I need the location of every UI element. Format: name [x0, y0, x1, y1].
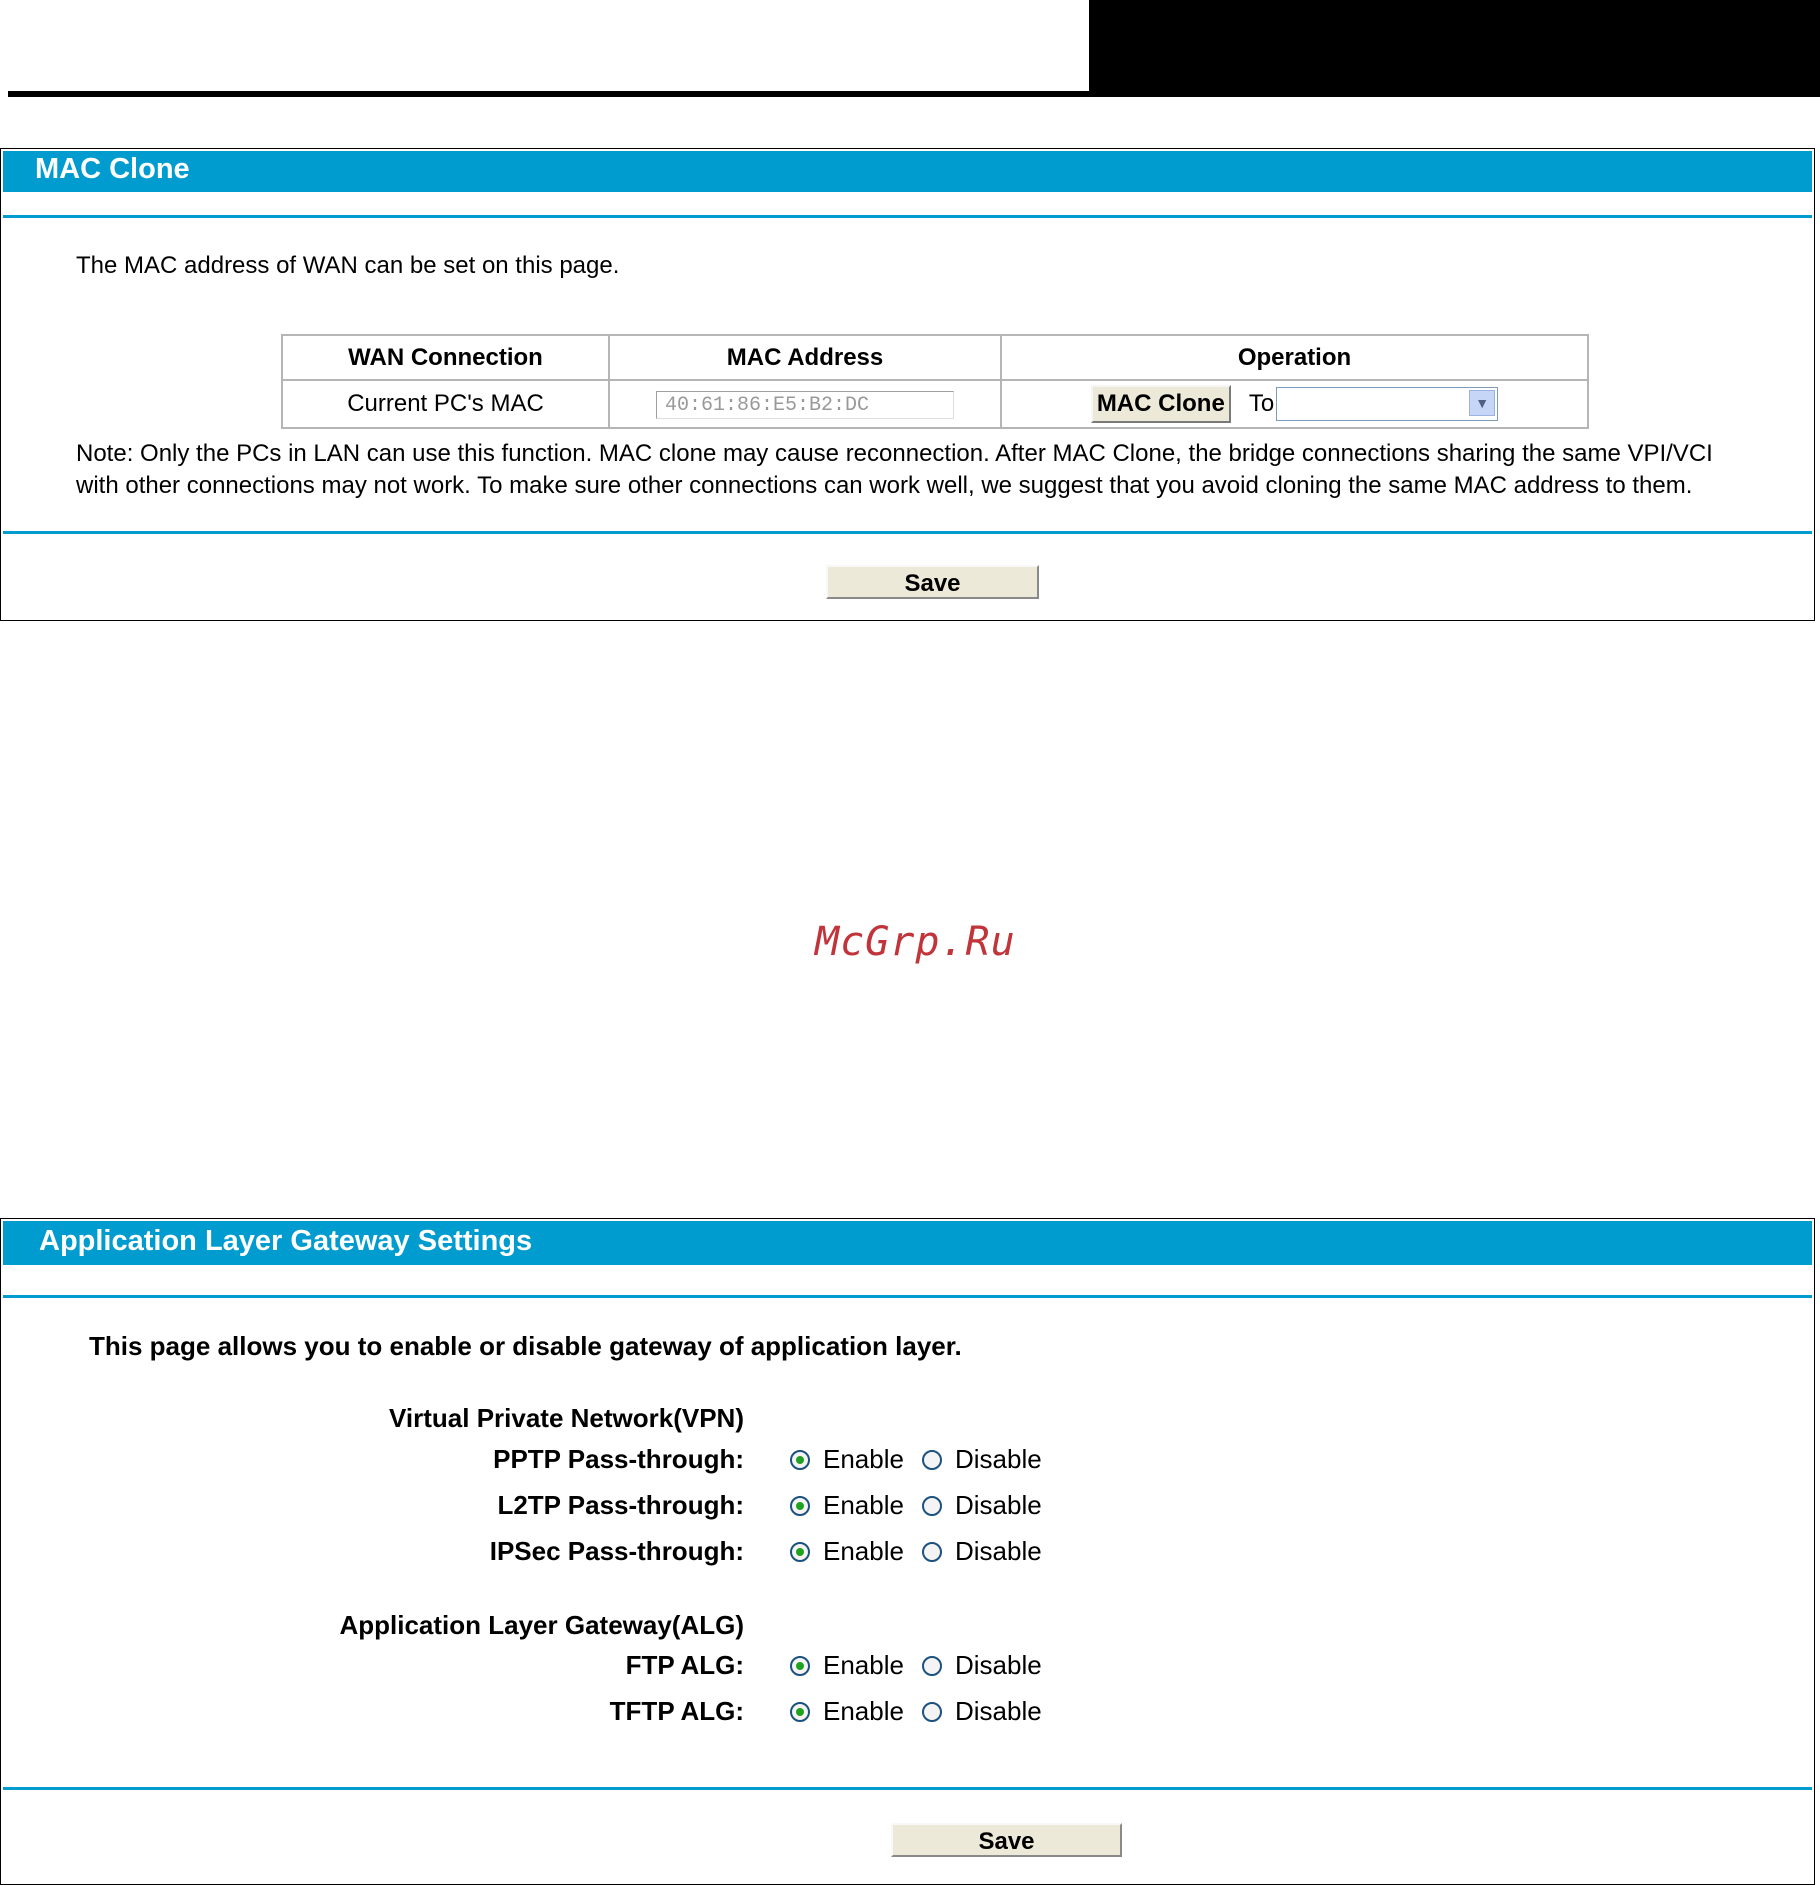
- mac-address-input[interactable]: 40:61:86:E5:B2:DC: [656, 391, 954, 419]
- alg-header-line: [3, 1295, 1812, 1298]
- l2tp-enable-radio[interactable]: [790, 1496, 810, 1516]
- mac-clone-header: [3, 151, 1812, 192]
- l2tp-disable-label[interactable]: Disable: [954, 1490, 1042, 1520]
- l2tp-label: L2TP Pass-through:: [497, 1490, 744, 1520]
- ipsec-enable-radio[interactable]: [790, 1542, 810, 1562]
- mac-clone-note-line1: Note: Only the PCs in LAN can use this function. MAC clone may cause reconnection. After MAC Clone, the bridge connections sharing the same VPI/VCI: [76, 440, 1713, 467]
- mac-clone-panel: [0, 148, 1815, 621]
- top-black-block: [1089, 0, 1820, 97]
- mac-clone-button[interactable]: MAC Clone: [1091, 385, 1231, 423]
- mac-address-cell: [609, 380, 1001, 428]
- ipsec-label: IPSec Pass-through:: [489, 1536, 744, 1566]
- col-operation: Operation: [1001, 335, 1588, 380]
- alg-save-button[interactable]: Save: [891, 1823, 1122, 1857]
- pptp-radio-group: [790, 1444, 1060, 1475]
- alg-header: [3, 1221, 1812, 1265]
- top-rule: [8, 91, 1090, 97]
- ipsec-enable-label[interactable]: Enable: [823, 1536, 904, 1566]
- tftp-enable-label[interactable]: Enable: [823, 1696, 904, 1726]
- l2tp-enable-label[interactable]: Enable: [823, 1490, 904, 1520]
- tftp-alg-label: TFTP ALG:: [609, 1696, 744, 1726]
- ipsec-disable-radio[interactable]: [922, 1542, 942, 1562]
- alg-title: Application Layer Gateway Settings: [39, 1225, 533, 1257]
- col-wan-connection: WAN Connection: [282, 335, 609, 380]
- tftp-disable-radio[interactable]: [922, 1702, 942, 1722]
- table-row: [282, 380, 1588, 428]
- alg-section-label: Application Layer Gateway(ALG): [339, 1610, 744, 1640]
- alg-panel: [0, 1218, 1815, 1885]
- chevron-down-icon[interactable]: ▼: [1469, 390, 1495, 416]
- ipsec-disable-label[interactable]: Disable: [954, 1536, 1042, 1566]
- l2tp-disable-radio[interactable]: [922, 1496, 942, 1516]
- l2tp-radio-group: [790, 1490, 1060, 1521]
- operation-cell: [1001, 380, 1588, 428]
- tftp-alg-radio-group: [790, 1696, 1060, 1727]
- col-mac-address: MAC Address: [609, 335, 1001, 380]
- ftp-alg-radio-group: [790, 1650, 1060, 1681]
- pptp-disable-radio[interactable]: [922, 1450, 942, 1470]
- mac-clone-save-button[interactable]: Save: [826, 565, 1039, 599]
- to-label: To: [1248, 390, 1275, 417]
- to-select[interactable]: [1276, 387, 1498, 421]
- mac-clone-footer-line: [3, 531, 1812, 534]
- mac-clone-title: MAC Clone: [35, 153, 190, 185]
- current-pc-mac-label: Current PC's MAC: [282, 380, 609, 428]
- pptp-enable-label[interactable]: Enable: [823, 1444, 904, 1474]
- watermark-text: McGrp.Ru: [815, 919, 1016, 965]
- tftp-disable-label[interactable]: Disable: [954, 1696, 1042, 1726]
- mac-clone-table: [281, 334, 1589, 429]
- mac-clone-header-line: [3, 215, 1812, 218]
- tftp-enable-radio[interactable]: [790, 1702, 810, 1722]
- ipsec-radio-group: [790, 1536, 1060, 1567]
- alg-description: This page allows you to enable or disable gateway of application layer.: [89, 1331, 962, 1361]
- ftp-enable-label[interactable]: Enable: [823, 1650, 904, 1680]
- ftp-enable-radio[interactable]: [790, 1656, 810, 1676]
- pptp-disable-label[interactable]: Disable: [954, 1444, 1042, 1474]
- pptp-enable-radio[interactable]: [790, 1450, 810, 1470]
- alg-footer-line: [3, 1787, 1812, 1790]
- table-header-row: [282, 335, 1588, 380]
- mac-clone-description: The MAC address of WAN can be set on this page.: [76, 252, 620, 279]
- ftp-alg-label: FTP ALG:: [625, 1650, 744, 1680]
- ftp-disable-radio[interactable]: [922, 1656, 942, 1676]
- vpn-section-label: Virtual Private Network(VPN): [389, 1403, 744, 1433]
- mac-clone-note-line2: with other connections may not work. To make sure other connections can work well, we suggest that you avoid cloning the same MAC address to them.: [76, 472, 1693, 499]
- pptp-label: PPTP Pass-through:: [493, 1444, 744, 1474]
- ftp-disable-label[interactable]: Disable: [954, 1650, 1042, 1680]
